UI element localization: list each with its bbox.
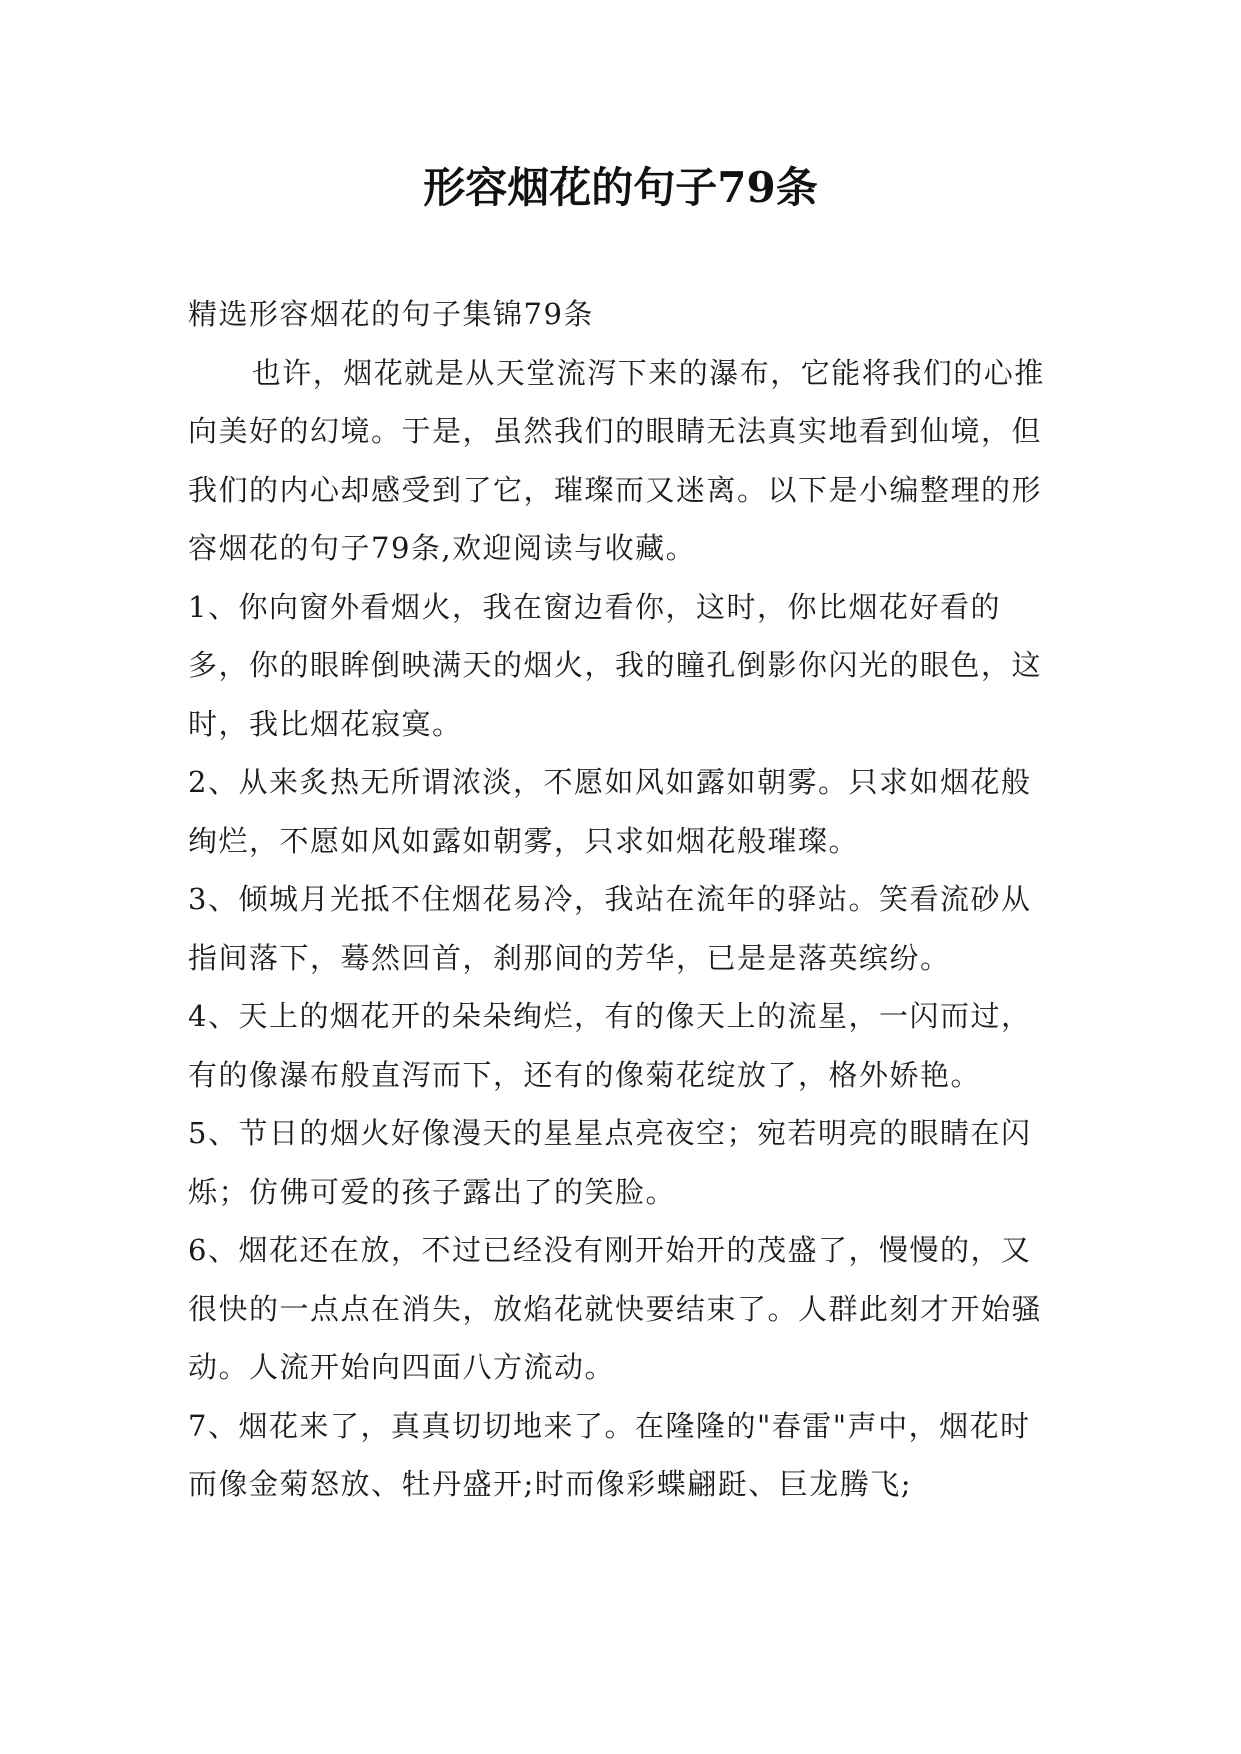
document-subtitle: 精选形容烟花的句子集锦79条 <box>188 297 594 331</box>
list-item-6: 6、烟花还在放，不过已经没有刚开始开的茂盛了，慢慢的，又很快的一点点在消失，放焰花就快要结束了。人群此刻才开始骚动。人流开始向四面八方流动。 <box>188 1233 1043 1384</box>
list-item-2: 2、从来炙热无所谓浓淡，不愿如风如露如朝雾。只求如烟花般绚烂，不愿如风如露如朝雾，只求如烟花般璀璨。 <box>188 765 1032 858</box>
list-item-5: 5、节日的烟火好像漫天的星星点亮夜空；宛若明亮的眼睛在闪烁；仿佛可爱的孩子露出了的笑脸。 <box>188 1116 1032 1209</box>
intro-paragraph: 也许，烟花就是从天堂流泻下来的瀑布，它能将我们的心推向美好的幻境。于是，虽然我们的眼睛无法真实地看到仙境，但我们的内心却感受到了它，璀璨而又迷离。以下是小编整理的形容烟花的句子79条,欢迎阅读与收藏。 <box>188 355 1045 565</box>
list-item-3: 3、倾城月光抵不住烟花易冷，我站在流年的驿站。笑看流砂从指间落下，蓦然回首，刹那间的芳华，已是是落英缤纷。 <box>188 882 1032 975</box>
document-title: 形容烟花的句子79条 <box>423 163 818 212</box>
list-item-1: 1、你向窗外看烟火，我在窗边看你，这时，你比烟花好看的多，你的眼眸倒映满天的烟火，我的瞳孔倒影你闪光的眼色，这时，我比烟花寂寞。 <box>188 589 1043 741</box>
list-item-7: 7、烟花来了，真真切切地来了。在隆隆的"春雷"声中，烟花时而像金菊怒放、牡丹盛开;时而像彩蝶翩跹、巨龙腾飞; <box>188 1408 1031 1501</box>
list-item-4: 4、天上的烟花开的朵朵绚烂，有的像天上的流星，一闪而过，有的像瀑布般直泻而下，还有的像菊花绽放了，格外娇艳。 <box>188 999 1032 1092</box>
document-body <box>188 285 1058 1514</box>
